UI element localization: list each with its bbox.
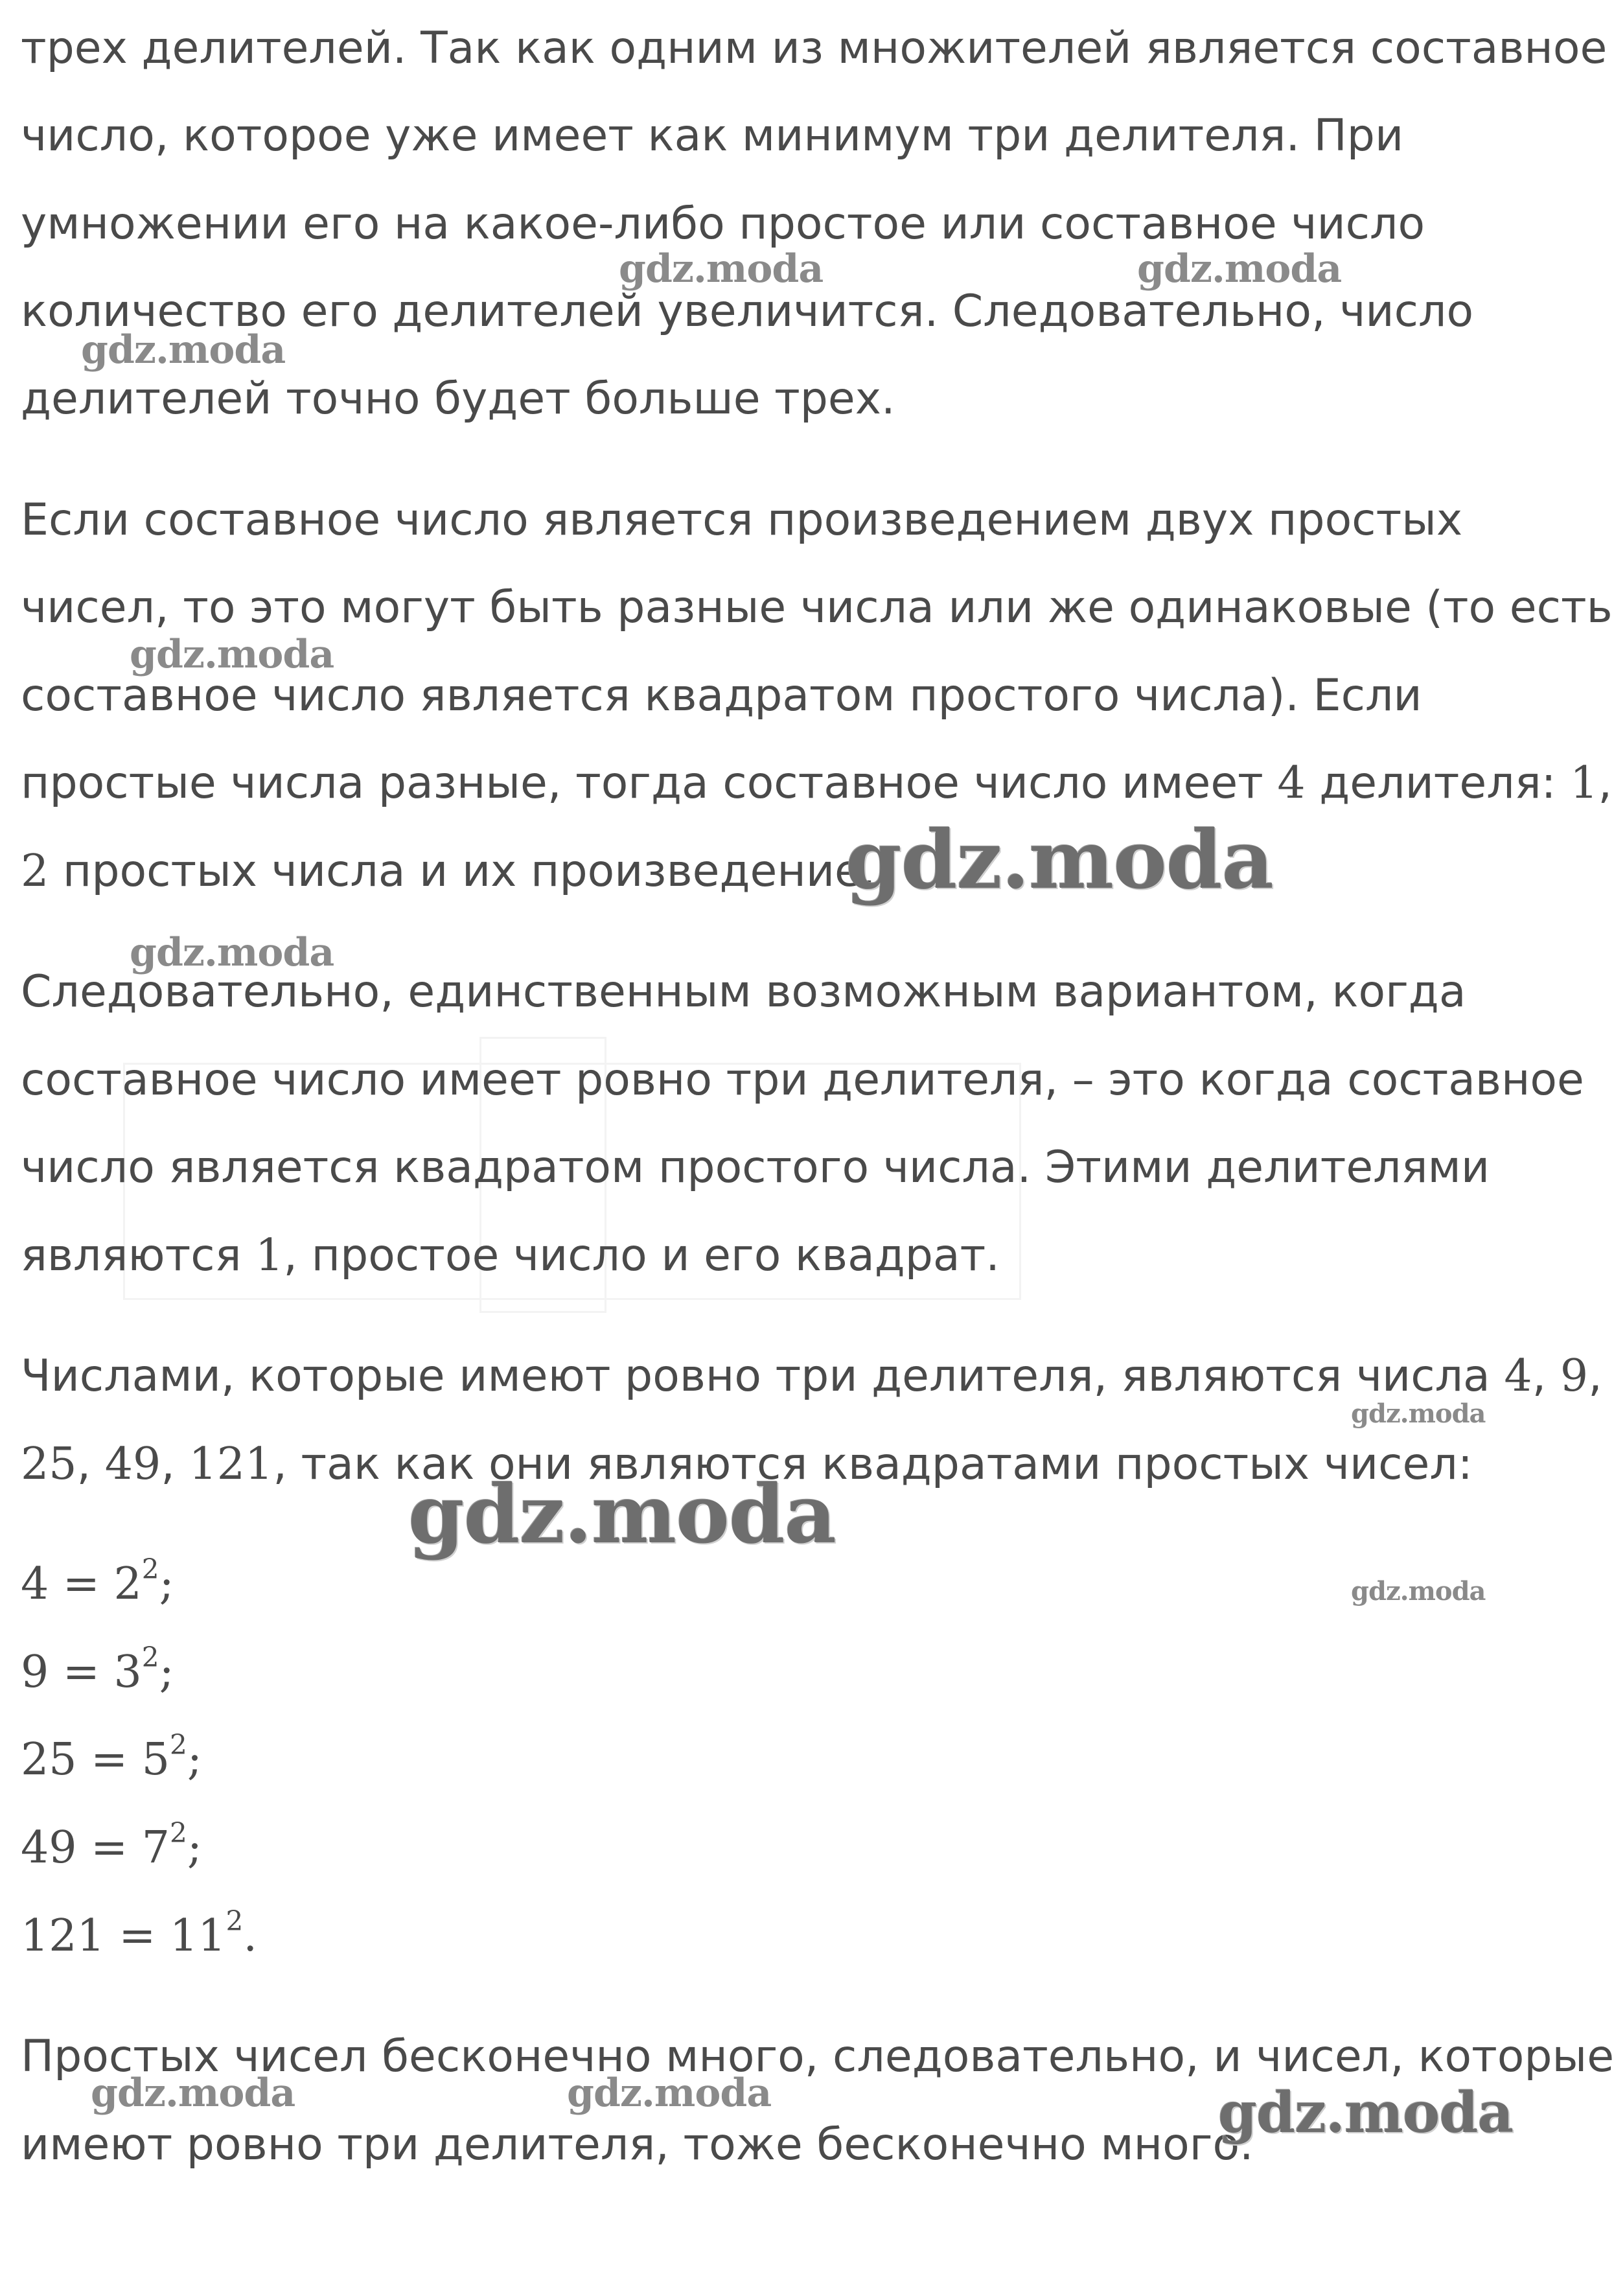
text-segment: , <box>1588 1351 1602 1402</box>
math-equals: = <box>76 1822 142 1873</box>
text-line: составное число является квадратом простого числа). Если <box>21 670 1422 721</box>
watermark: gdz.moda <box>91 2070 295 2116</box>
math-base: 7 <box>141 1822 170 1873</box>
equation-line <box>21 1641 174 1699</box>
text-line: Простых чисел бесконечно много, следовательно, и чисел, которые <box>21 2031 1614 2082</box>
text-segment: являются <box>21 1230 256 1281</box>
text-line: делителей точно будет больше трех. <box>21 373 895 424</box>
text-segment: , <box>1532 1351 1560 1402</box>
math-exponent: 2 <box>170 1728 187 1761</box>
math-base: 2 <box>113 1559 142 1610</box>
text-segment: простые числа разные, тогда составное число имеет <box>21 758 1278 809</box>
equation-line <box>21 1553 174 1610</box>
watermark: gdz.moda <box>130 930 334 975</box>
text-segment: , так как они являются квадратами простых чисел: <box>273 1439 1473 1490</box>
text-segment: Числами, которые имеют ровно три делителя, являются числа <box>21 1351 1504 1402</box>
text-line <box>21 846 875 898</box>
math-punct: . <box>243 1910 257 1962</box>
math-lhs: 121 <box>21 1910 105 1962</box>
math-punct: ; <box>187 1734 202 1785</box>
text-segment: , <box>161 1439 189 1490</box>
math-lhs: 9 <box>21 1647 49 1698</box>
watermark: gdz.moda <box>1351 1576 1486 1606</box>
math-punct: ; <box>187 1822 202 1873</box>
math-lhs: 49 <box>21 1822 77 1873</box>
watermark: gdz.moda <box>1351 1398 1486 1429</box>
math-equals: = <box>49 1647 114 1698</box>
math-exponent: 2 <box>141 1553 159 1585</box>
math-number: 4 <box>1277 758 1306 809</box>
text-line: умножении его на какое-либо простое или составное число <box>21 198 1425 249</box>
text-segment: , простое число и его квадрат. <box>283 1230 1000 1281</box>
math-equals: = <box>104 1910 170 1962</box>
equation-line <box>21 1905 257 1962</box>
math-number: 2 <box>21 846 49 897</box>
math-exponent: 2 <box>170 1816 187 1849</box>
math-base: 5 <box>141 1734 170 1785</box>
text-line <box>21 1230 1000 1282</box>
math-base: 3 <box>113 1647 142 1698</box>
math-number: 9 <box>1560 1351 1589 1402</box>
watermark: gdz.moda <box>1137 246 1342 292</box>
watermark: gdz.moda <box>408 1468 836 1562</box>
equation-line <box>21 1728 202 1786</box>
math-number: 25 <box>21 1439 77 1490</box>
watermark: gdz.moda <box>619 246 824 292</box>
watermark: gdz.moda <box>81 327 286 373</box>
text-line <box>21 1351 1602 1402</box>
math-number: 4 <box>1504 1351 1532 1402</box>
watermark: gdz.moda <box>567 2070 772 2116</box>
math-exponent: 2 <box>141 1641 159 1673</box>
text-line: число является квадратом простого числа. Этими делителями <box>21 1142 1490 1193</box>
text-line: количество его делителей увеличится. Следовательно, число <box>21 286 1474 337</box>
math-number: 1 <box>1570 758 1598 809</box>
math-base: 11 <box>170 1910 226 1962</box>
text-line <box>21 758 1612 809</box>
equation-line <box>21 1816 202 1874</box>
watermark: gdz.moda <box>1218 2080 1514 2146</box>
math-number: 121 <box>189 1439 273 1490</box>
watermark: gdz.moda <box>130 632 334 677</box>
text-segment: , <box>76 1439 105 1490</box>
math-number: 1 <box>255 1230 284 1281</box>
text-segment: , <box>1598 758 1613 809</box>
math-equals: = <box>76 1734 142 1785</box>
math-lhs: 4 <box>21 1559 49 1610</box>
math-number: 49 <box>104 1439 161 1490</box>
math-equals: = <box>49 1559 114 1610</box>
text-line: трех делителей. Так как одним из множителей является составное <box>21 23 1608 74</box>
text-line: Следовательно, единственным возможным вариантом, когда <box>21 966 1466 1017</box>
text-line: число, которое уже имеет как минимум три делителя. При <box>21 110 1404 161</box>
text-line: имеют ровно три делителя, тоже бесконечно много. <box>21 2119 1254 2170</box>
watermark: gdz.moda <box>846 813 1273 907</box>
math-punct: ; <box>159 1559 174 1610</box>
text-line: составное число имеет ровно три делителя, – это когда составное <box>21 1054 1584 1106</box>
text-line: чисел, то это могут быть разные числа или же одинаковые (то есть <box>21 582 1613 633</box>
text-segment: делителя: <box>1305 758 1571 809</box>
math-punct: ; <box>159 1647 174 1698</box>
text-line: Если составное число является произведением двух простых <box>21 494 1463 546</box>
text-segment: простых числа и их произведение. <box>49 846 876 897</box>
math-lhs: 25 <box>21 1734 77 1785</box>
math-exponent: 2 <box>225 1905 244 1937</box>
